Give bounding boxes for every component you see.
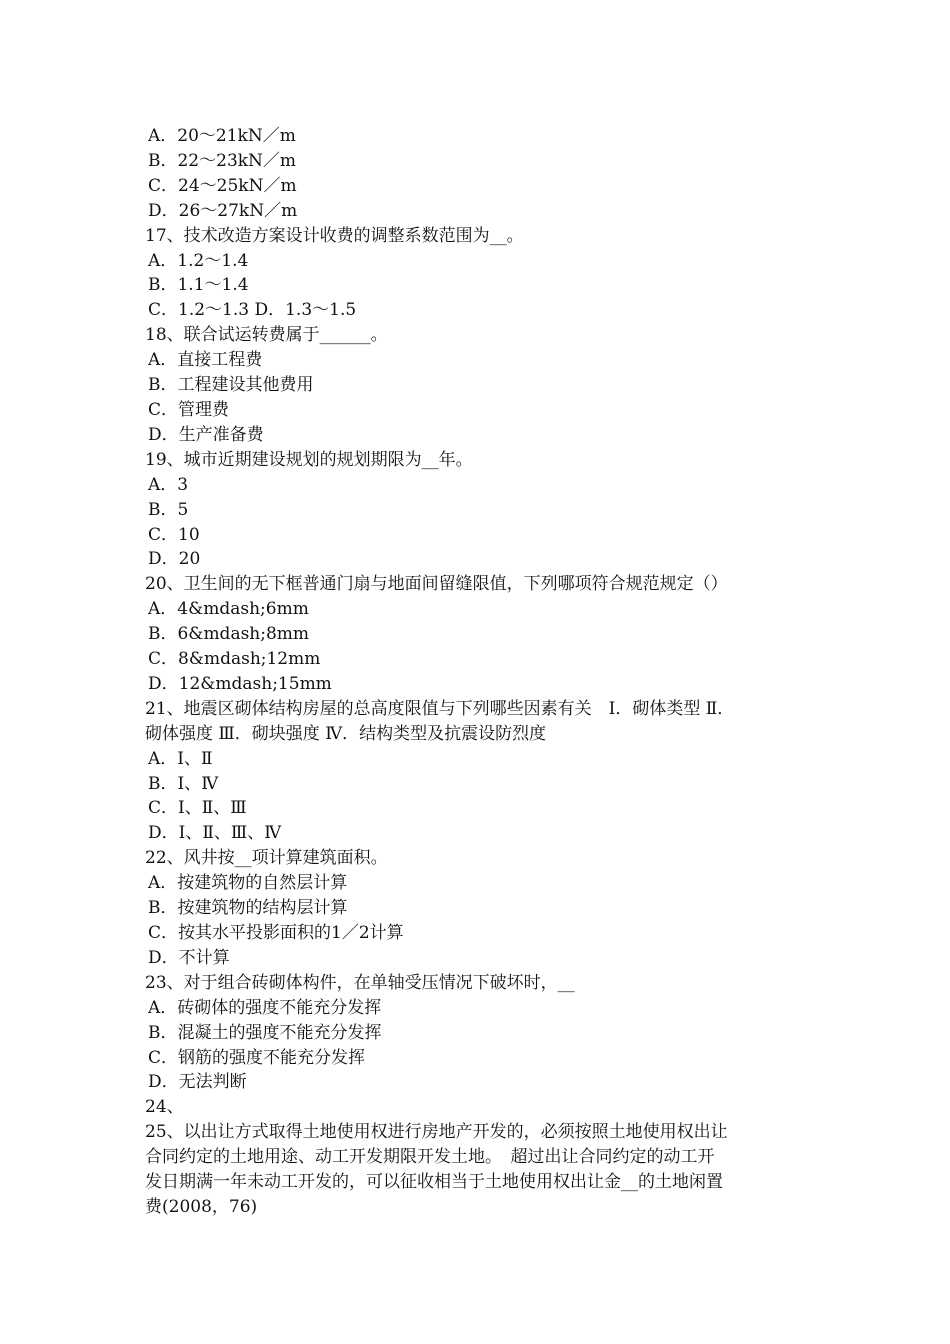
answer-option: C．8&mdash;12mm	[148, 649, 321, 670]
answer-option: C．Ⅰ、Ⅱ、Ⅲ	[148, 798, 247, 819]
answer-option: D．生产准备费	[148, 424, 264, 445]
answer-option: C．钢筋的强度不能充分发挥	[148, 1047, 366, 1068]
question-text: 25、以出让方式取得土地使用权进行房地产开发的，必须按照土地使用权出让	[145, 1122, 728, 1143]
answer-option: C．按其水平投影面积的1／2计算	[148, 923, 404, 943]
question-text: 21、地震区砌体结构房屋的总高度限值与下列哪些因素有关 Ⅰ．砌体类型 Ⅱ．	[145, 698, 735, 719]
question-text: 17、技术改造方案设计收费的调整系数范围为__。	[145, 225, 524, 246]
answer-option: B．1.1～1.4	[148, 275, 249, 296]
question-text: 23、对于组合砖砌体构件，在单轴受压情况下破坏时，__	[145, 972, 575, 993]
question-text: 22、风井按__项计算建筑面积。	[145, 848, 388, 869]
answer-option: B．6&mdash;8mm	[148, 624, 310, 645]
answer-option: D．不计算	[148, 947, 230, 968]
question-text: 20、卫生间的无下框普通门扇与地面间留缝限值，下列哪项符合规范规定（）	[145, 574, 728, 595]
answer-option: A．直接工程费	[148, 350, 263, 371]
question-text: 费(2008，76)	[145, 1196, 258, 1217]
answer-option: A．4&mdash;6mm	[148, 599, 309, 620]
answer-option: B．Ⅰ、Ⅳ	[148, 773, 219, 794]
answer-option: C．10	[148, 524, 200, 545]
answer-option: C．24～25kN／m	[148, 175, 297, 196]
answer-option: D．26～27kN／m	[148, 200, 298, 221]
answer-option: B．工程建设其他费用	[148, 375, 314, 396]
question-text: 合同约定的土地用途、动工开发期限开发土地。 超过出让合同约定的动工开	[145, 1147, 715, 1168]
answer-option: B．按建筑物的结构层计算	[148, 898, 348, 919]
answer-option: A．Ⅰ、Ⅱ	[148, 748, 213, 769]
question-text: 19、城市近期建设规划的规划期限为__年。	[145, 449, 473, 470]
answer-option: D．12&mdash;15mm	[148, 673, 332, 694]
question-text: 24、	[145, 1097, 184, 1118]
answer-option: A．砖砌体的强度不能充分发挥	[148, 997, 382, 1018]
question-text: 砌体强度 Ⅲ．砌块强度 Ⅳ．结构类型及抗震设防烈度	[145, 723, 547, 744]
answer-option: C．管理费	[148, 399, 230, 420]
answer-option: A．3	[148, 474, 189, 495]
answer-option: D．20	[148, 549, 201, 570]
answer-option: A．按建筑物的自然层计算	[148, 873, 348, 894]
answer-option: D．无法判断	[148, 1072, 247, 1093]
answer-option: D．Ⅰ、Ⅱ、Ⅲ、Ⅳ	[148, 823, 282, 844]
answer-option: A．1.2～1.4	[148, 250, 249, 271]
answer-option: A．20～21kN／m	[148, 126, 296, 146]
answer-option: B．5	[148, 499, 189, 520]
document-body	[145, 124, 817, 1220]
question-text: 发日期满一年未动工开发的，可以征收相当于土地使用权出让金__的土地闲置	[145, 1172, 723, 1193]
answer-option: B．22～23kN／m	[148, 150, 297, 171]
answer-option: C．1.2～1.3 D．1.3～1.5	[148, 300, 357, 321]
question-text: 18、联合试运转费属于______。	[145, 325, 388, 346]
answer-option: B．混凝土的强度不能充分发挥	[148, 1022, 382, 1043]
